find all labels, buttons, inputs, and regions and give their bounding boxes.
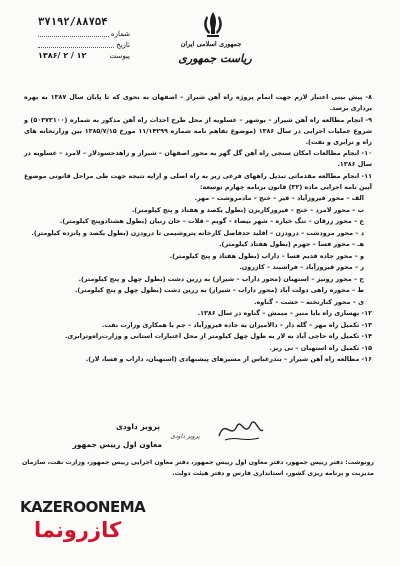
iran-emblem-icon <box>200 10 226 40</box>
sub-item: ح – محور رونیز – استهبان (محور داراب – شیراز) به زرین دشت (بطول چهل و پنج کیلومتر). <box>78 274 364 283</box>
paragraph: ۱۳- تکمیل راه مهر – گله دار – دالامیزان به جاده فیروزآباد – جم با همکاری وزارت نفت. <box>101 320 372 329</box>
number-label: شماره <box>110 30 130 38</box>
signature-caption: پرویز داودی <box>170 433 200 440</box>
sub-item: ب – محور لامرد – خنج – فیروزکاریزن (بطول یکصد و هفتاد و پنج کیلومتر). <box>131 205 364 214</box>
attachment-label: پیوست <box>109 52 130 60</box>
paragraph: ۱۱- انجام مطالعه مقدماتی تبدیل راههای فرعی زیر به راه اصلی و ارایه نتیجه جهت طی مراحل قانونی موضوع آیین نامه اجرایی ماده (۳۲) قانون برنامه چهارم توسعه: <box>24 171 372 191</box>
sub-item: ج – محور زرقان – تنگ خیاره – شهر بیضاء – گویم – قلات – خان زنیان (بطول هشتادوپنج کیلومتر). <box>59 217 364 225</box>
date-row <box>38 40 130 50</box>
number-row <box>38 29 130 39</box>
reference-block <box>38 16 130 61</box>
presidency-title: ریاست جمهوری <box>178 52 252 65</box>
org-name: جمهوری اسلامی ایران <box>180 40 242 48</box>
letter-body <box>24 92 372 366</box>
sub-item: د – محور مرودشت – درودزن – اقلید حدفاصل کارخانه پتروشیمی تا درودزن (بطول یکصد و پانزده کیلومتر). <box>31 228 364 237</box>
sub-item: الف – محور فیروزآباد – قیر – خنج – مادمروشت – مهر. <box>194 194 364 202</box>
sub-item: ط – محوره راهی دولت آباد (محور داراب – شیراز) به زرین دشت (بطول چهل و پنج کیلومتر). <box>74 286 364 294</box>
paragraph: ۱۴- تکمیل راه حاجی آباد به لار به طول چهل کیلومتر از محل اعتبارات استانی و وزارت‌راه‌وترابری. <box>64 332 372 340</box>
paragraph: ۱۰- انجام مطالعات امکان سنجی راه آهن گل گهر به محور اصفهان – شیراز و زاهدحسودلار – لامرد – عسلویه در سال ۱۳۸۶. <box>24 149 372 168</box>
watermark-persian: کازرونما <box>34 518 122 542</box>
handwritten-signature-icon <box>215 412 267 446</box>
reference-number: ۳۷۱۹۲/۸۸۷۵۴ <box>38 16 108 28</box>
paragraph: ۱۲- بهسازی راه بابا منیر – میمش – گناوه در سال ۱۳۸۶. <box>197 309 372 317</box>
paragraph: ۱۵- تکمیل راه استهبان – نی ریز. <box>269 343 372 352</box>
watermark-latin: KAZEROONEMA <box>20 498 146 516</box>
date-value: ۱۳۸۶/ ۲ / ۱۲ <box>38 51 87 60</box>
paragraph: ۱۶- مطالعه راه آهن شیراز – بندرعباس از مسیرهای پیشنهادی (استهبان، داراب و فسا، لار). <box>85 355 372 363</box>
sub-item: ز – محور فیروزآباد – فراشبند – کازرون. <box>239 263 364 271</box>
paragraph: ۸- پیش بینی اعتبار لازم جهت اتمام پروژه راه آهن شیراز – اصفهان به نحوی که تا پایان سال ۱۳۸۷ به بهره برداری برسد. <box>24 93 372 112</box>
number-dots <box>38 29 109 37</box>
sub-item: و – محور جاده قدیم فسا – داراب (بطول هفتاد و پنج کیلومتر). <box>169 251 364 260</box>
paragraph: ۹- انجام مطالعه راه آهن شیراز – بوشهر – عسلویه از محل طرح احداث راه آهن مذکور به شماره (۵۰۳۷۳۱۰۰) و شروع عملیات اجرایی در سال ۱۳۸۶ (موضوع تفاهم نامه شماره ۱۱/۱۴۲۹۹ مورخ ۱۳۸۵/۷/۱۵ بین وزارتخانه های راه و ترابری و نفت). <box>24 115 373 146</box>
signer-name: پرویز داودی <box>115 422 160 431</box>
sub-item: ی – محور کنارتخته – خشت – گناوه. <box>254 297 364 306</box>
sub-item: هـ – محور فسا – جهرم (بطول هفتاد کیلومتر). <box>219 240 364 248</box>
watermark-logo <box>20 498 146 548</box>
signer-title: معاون اول رییس جمهور <box>72 440 162 449</box>
date-label: تاریخ <box>116 41 130 49</box>
attachment-row <box>38 51 130 61</box>
copies-list: رونوشت: دفتر رییس جمهور، دفتر معاون اول رییس جمهور، دفتر معاون اجرایی رییس جمهور، وزارت نفت، سازمان مدیریت و برنامه ریزی کشور، استانداری فارس و دفتر هیئت دولت. <box>22 459 374 477</box>
date-dots <box>38 40 114 48</box>
